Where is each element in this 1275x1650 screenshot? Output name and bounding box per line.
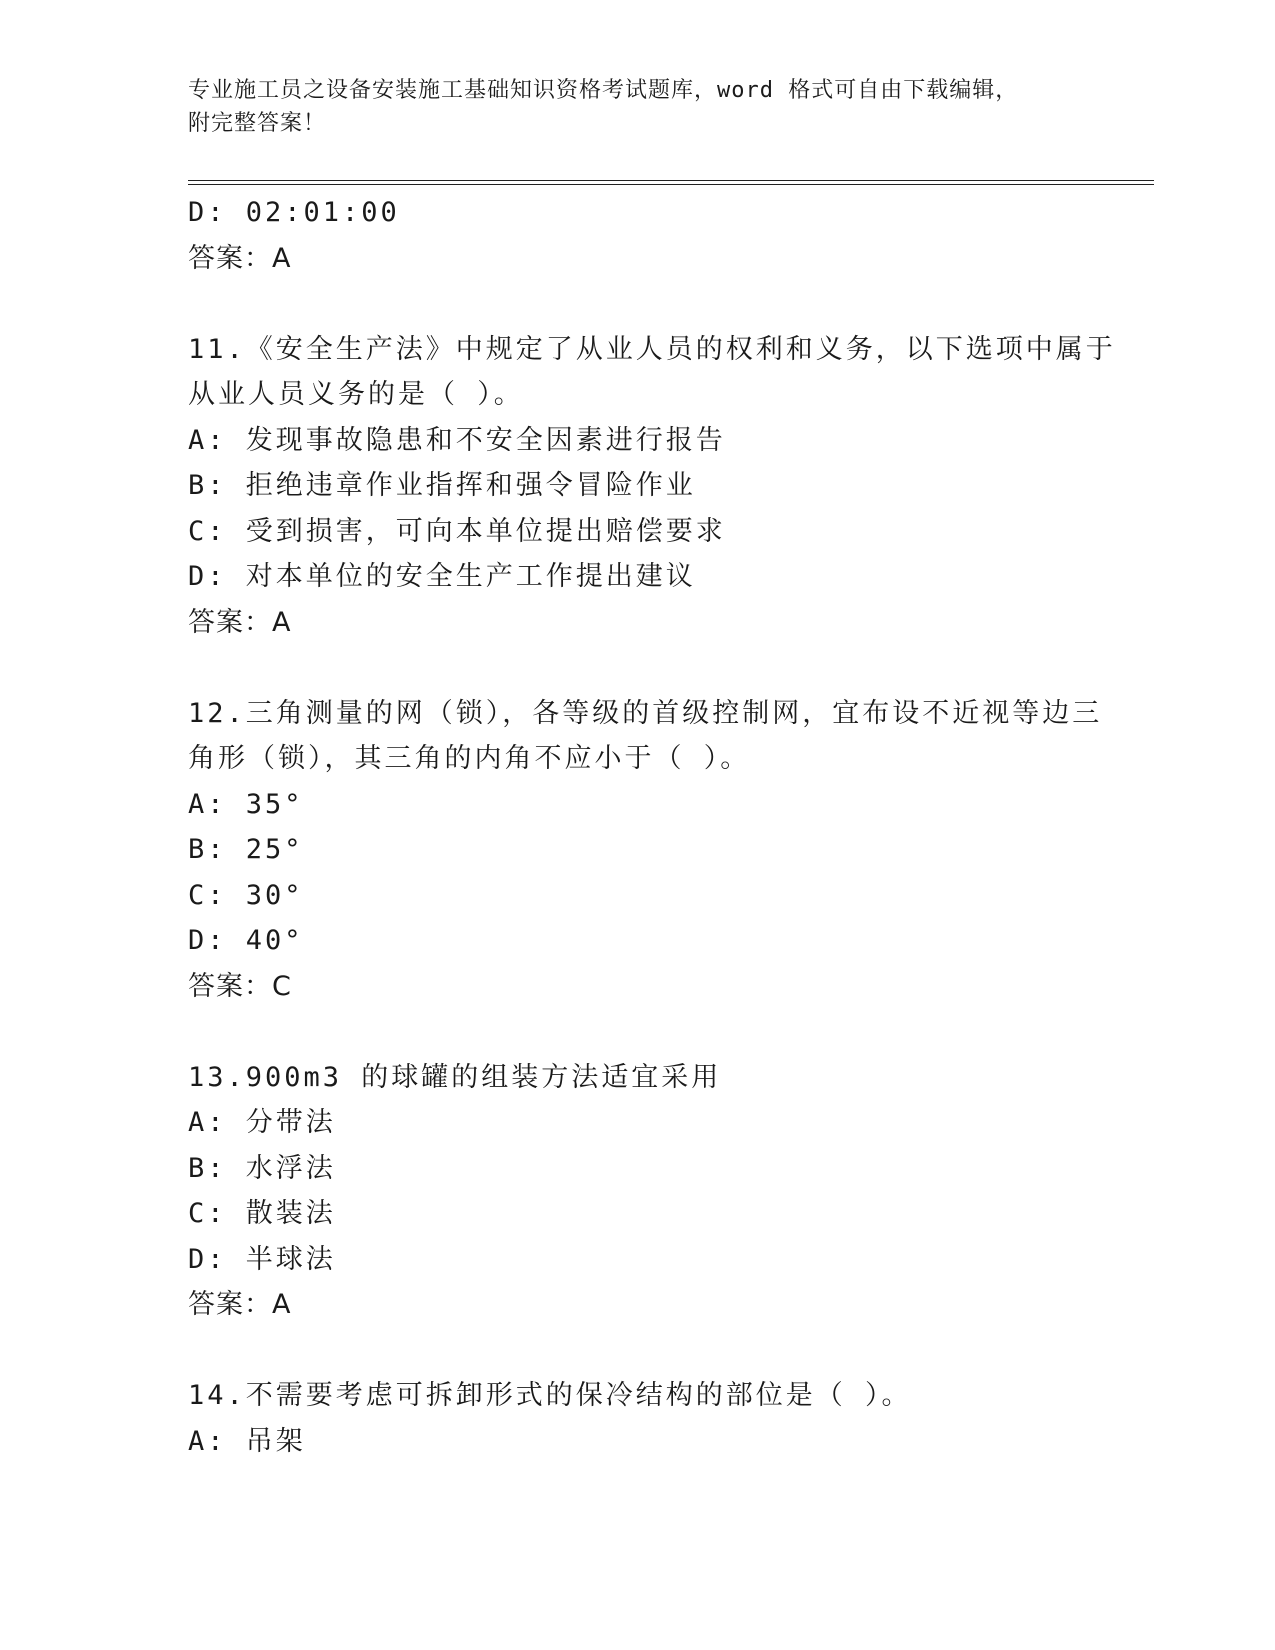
question-11-answer: 答案：A	[188, 606, 292, 638]
question-13-option-a: A: 分带法	[188, 1107, 336, 1138]
question-12-option-b: B: 25°	[188, 834, 304, 865]
question-content	[188, 190, 1116, 1464]
question-12-option-d: D: 40°	[188, 925, 304, 956]
header-rule-top	[188, 180, 1154, 181]
question-11-stem-line-2: 从业人员义务的是（ ）。	[188, 379, 524, 410]
document-header	[188, 74, 1088, 140]
question-14-option-a: A: 吊架	[188, 1425, 306, 1457]
question-13-answer: 答案：A	[188, 1289, 292, 1320]
prev-answer: 答案：A	[188, 242, 292, 274]
question-14-stem-line-1: 14.不需要考虑可拆卸形式的保冷结构的部位是（ ）。	[188, 1380, 912, 1411]
question-12-option-c: C: 30°	[188, 879, 304, 911]
header-rule-bottom	[188, 184, 1154, 185]
header-line-2: 附完整答案！	[188, 111, 327, 136]
question-13-option-b: B: 水浮法	[188, 1152, 336, 1184]
question-13-option-d: D: 半球法	[188, 1243, 336, 1275]
question-13-option-c: C: 散装法	[188, 1198, 336, 1229]
question-12-option-a: A: 35°	[188, 788, 304, 820]
question-11-option-d: D: 对本单位的安全生产工作提出建议	[188, 561, 696, 592]
question-11-option-c: C: 受到损害，可向本单位提出赔偿要求	[188, 515, 726, 547]
question-11-option-a: A: 发现事故隐患和不安全因素进行报告	[188, 424, 726, 456]
spacer	[188, 281, 1088, 327]
spacer	[188, 1009, 1088, 1055]
header-line-1: 专业施工员之设备安装施工基础知识资格考试题库，word 格式可自由下载编辑，	[188, 78, 1019, 103]
question-12-stem-line-2: 角形（锁），其三角的内角不应小于（ ）。	[188, 743, 751, 774]
question-11-option-b: B: 拒绝违章作业指挥和强令冒险作业	[188, 470, 696, 501]
question-13-stem-line-1: 13.900m3 的球罐的组装方法适宜采用	[188, 1061, 722, 1093]
spacer	[188, 645, 1088, 691]
question-11-stem-line-1: 11.《安全生产法》中规定了从业人员的权利和义务，以下选项中属于	[188, 333, 1116, 365]
spacer	[188, 1328, 1088, 1374]
prev-option-d: D: 02:01:00	[188, 197, 400, 228]
question-12-answer: 答案：C	[188, 970, 292, 1002]
question-12-stem-line-1: 12.三角测量的网（锁），各等级的首级控制网，宜布设不近视等边三	[188, 697, 1103, 729]
